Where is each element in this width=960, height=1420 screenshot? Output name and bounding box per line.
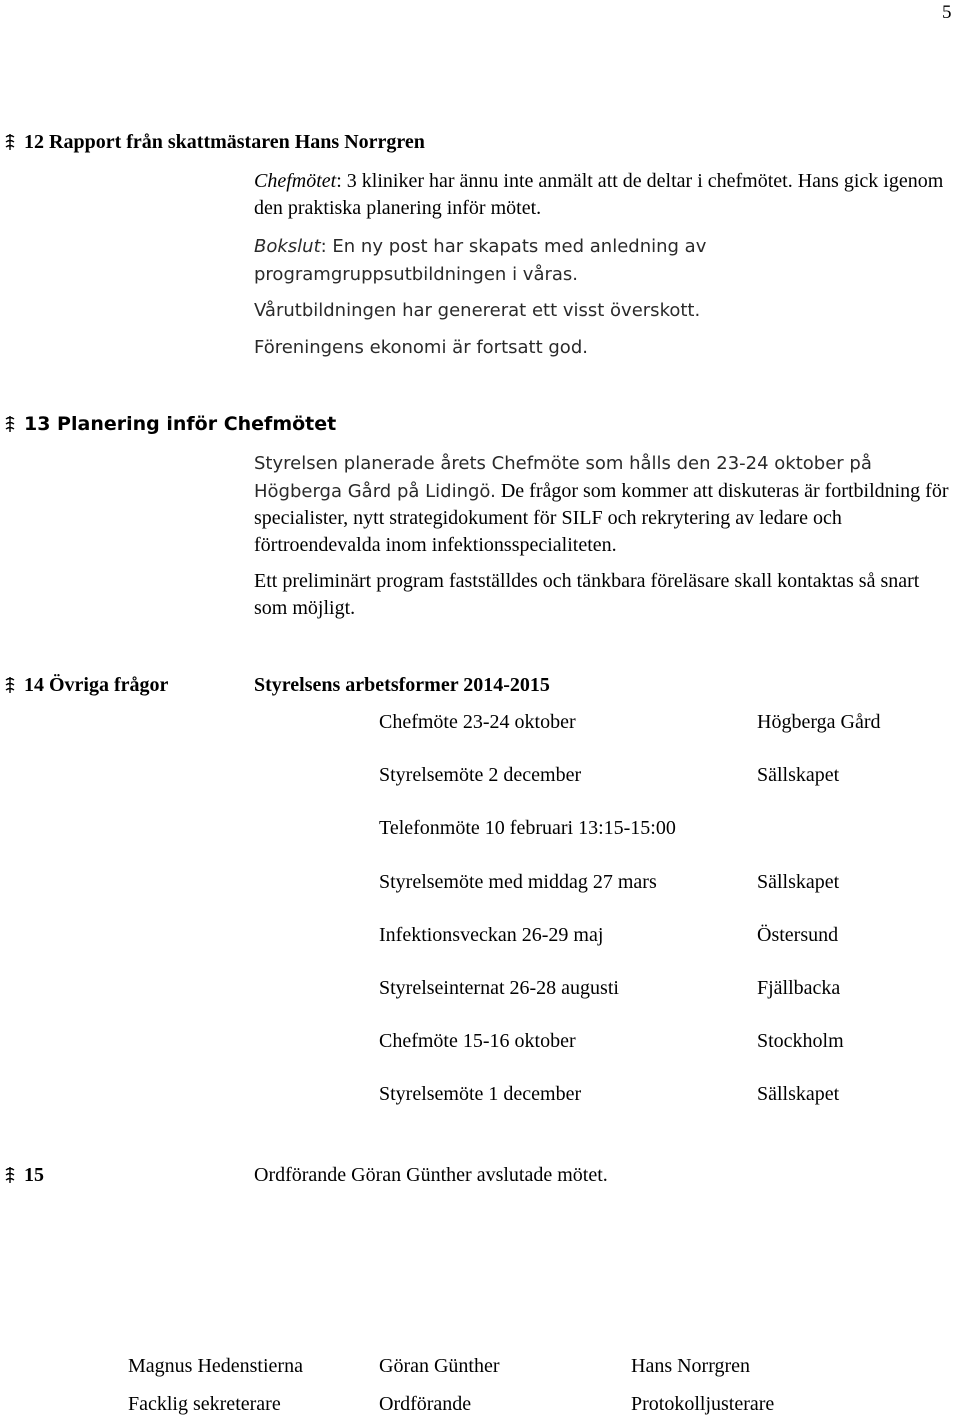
- chefmotet-label: Chefmötet: [254, 170, 337, 192]
- section-14-heading: 14 Övriga frågor: [24, 674, 169, 696]
- section-bullet-icon: [4, 415, 16, 433]
- bokslut-text: : En ny post har skapats med anledning av programgruppsutbildningen i våras.: [254, 236, 707, 285]
- chefmote-planning-text: Styrelsen planerade årets Chefmöte som hålls den 23-24 oktober på Högberga Gård på Lidingö.: [254, 453, 872, 502]
- varutbildning-line: Vårutbildningen har genererat ett visst överskott.: [254, 300, 701, 321]
- signature-role: Facklig sekreterare: [128, 1393, 281, 1415]
- schedule-event: Chefmöte 15-16 oktober: [379, 1030, 576, 1052]
- schedule-event: Styrelsemöte med middag 27 mars: [379, 871, 657, 893]
- section-15-text: Ordförande Göran Günther avslutade mötet.: [254, 1164, 608, 1186]
- section-bullet-icon: [4, 676, 16, 694]
- schedule-place: Fjällbacka: [757, 977, 841, 999]
- section-13-heading: 13 Planering inför Chefmötet: [24, 413, 337, 435]
- section-12-heading: 12 Rapport från skattmästaren Hans Norrgren: [24, 131, 425, 153]
- schedule-place: Sällskapet: [757, 764, 840, 786]
- signature-name: Göran Günther: [379, 1355, 500, 1377]
- preliminary-program-text: Ett preliminärt program fastställdes och tänkbara föreläsare skall kontaktas så snart som möjligt.: [254, 570, 920, 619]
- ekonomi-line: Föreningens ekonomi är fortsatt god.: [254, 336, 588, 358]
- signature-role: Protokolljusterare: [631, 1393, 775, 1415]
- schedule-event: Styrelsemöte 2 december: [379, 764, 582, 786]
- schedule-place: Östersund: [757, 924, 839, 946]
- schedule-event: Styrelseinternat 26-28 augusti: [379, 977, 619, 999]
- section-15-heading: 15: [24, 1164, 44, 1186]
- signature-role: Ordförande: [379, 1393, 472, 1415]
- section-12-body: [254, 168, 954, 361]
- schedule-event: Styrelsemöte 1 december: [379, 1083, 582, 1105]
- signature-name: Magnus Hedenstierna: [128, 1355, 303, 1377]
- section-bullet-icon: [4, 1166, 16, 1184]
- schedule-event: Chefmöte 23-24 oktober: [379, 711, 576, 733]
- page-number: 5: [942, 2, 952, 23]
- chefmotet-text: : 3 kliniker har ännu inte anmält att de deltar i chefmötet. Hans gick igenom den praktiska planering inför mötet.: [254, 170, 944, 219]
- section-14-subheading: Styrelsens arbetsformer 2014-2015: [254, 674, 550, 696]
- chefmote-topics-text: De frågor som kommer att diskuteras är fortbildning för specialister, nytt strategidokument för SILF och rekrytering av ledare och förtroendevalda inom infektionsspecialiteten.: [254, 479, 949, 556]
- section-bullet-icon: [4, 133, 16, 151]
- bokslut-label: Bokslut: [254, 236, 321, 257]
- signature-name: Hans Norrgren: [631, 1355, 751, 1377]
- schedule-event: Telefonmöte 10 februari 13:15-15:00: [379, 817, 676, 839]
- schedule-place: Sällskapet: [757, 1083, 840, 1105]
- schedule-place: Högberga Gård: [757, 711, 881, 733]
- schedule-event: Infektionsveckan 26-29 maj: [379, 924, 604, 946]
- section-13-body: [254, 450, 954, 621]
- schedule-place: Stockholm: [757, 1030, 844, 1052]
- schedule-place: Sällskapet: [757, 871, 840, 893]
